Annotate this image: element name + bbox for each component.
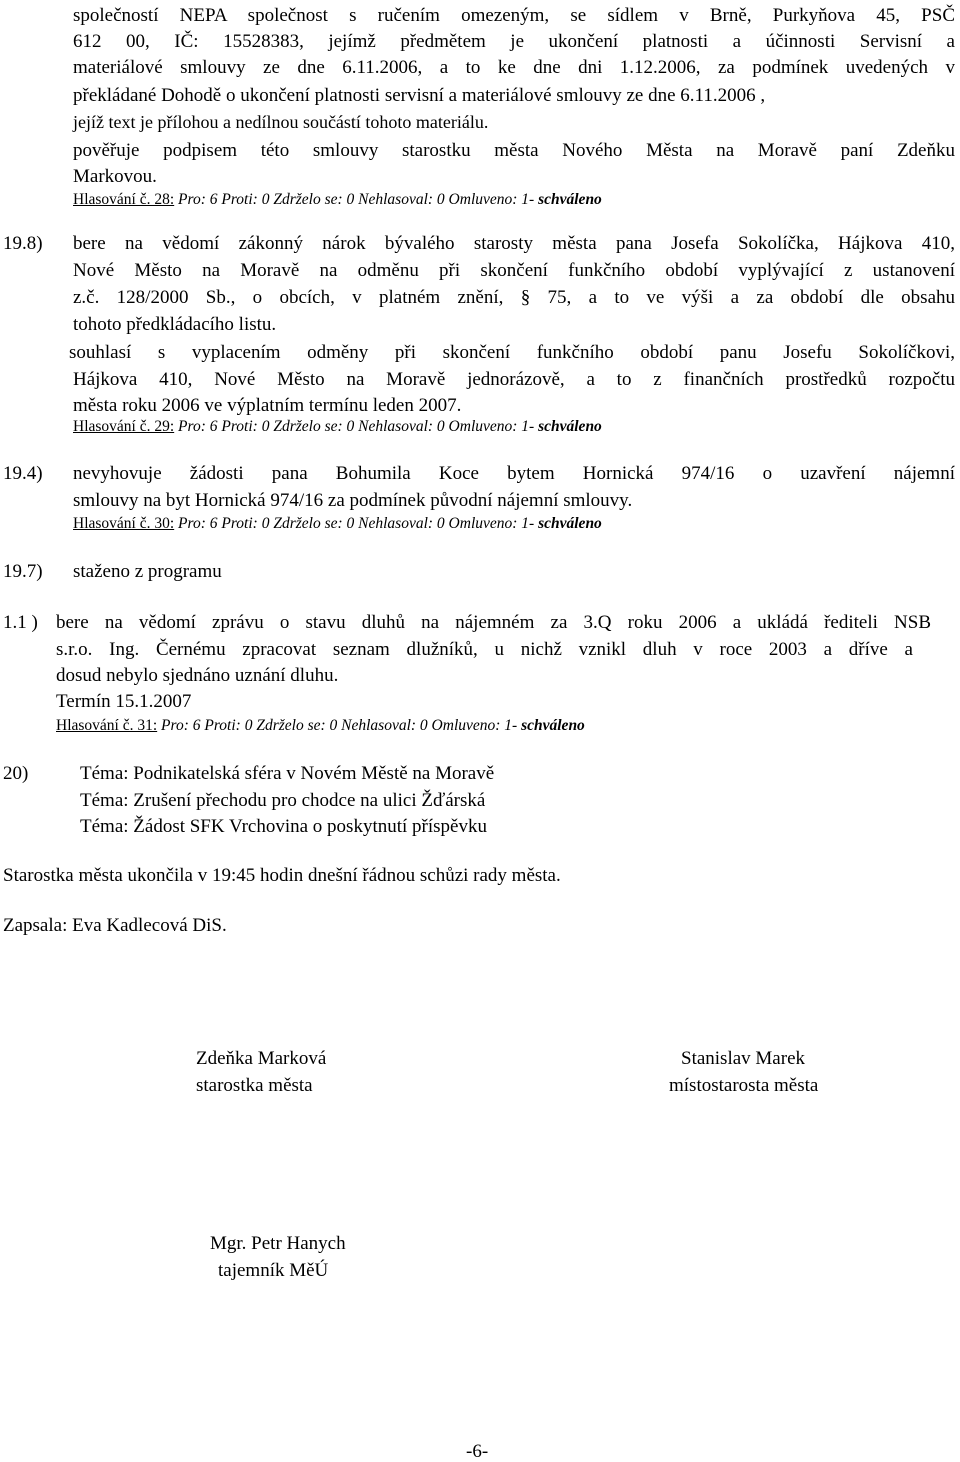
topic-line: Téma: Žádost SFK Vrchovina o poskytnutí příspěvku <box>80 816 487 837</box>
text-line: souhlasí s vyplacením odměny při skončení funkčního období panu Josefu Sokolíčkovi, <box>69 342 955 363</box>
closing-statement: Starostka města ukončila v 19:45 hodin dnešní řádnou schůzi rady města. <box>3 865 561 886</box>
vote-record-30 <box>73 516 602 532</box>
text-line: Hájkova 410, Nové Město na Moravě jednorázově, a to z finančních prostředků rozpočtu <box>73 369 955 390</box>
vote-record-28 <box>73 192 602 208</box>
recorder: Zapsala: Eva Kadlecová DiS. <box>3 915 227 936</box>
text-line: pověřuje podpisem této smlouvy starostku města Nového Města na Moravě paní Zdeňku <box>73 140 955 161</box>
item-number: 20) <box>3 763 29 784</box>
text-line: překládané Dohodě o ukončení platnosti servisní a materiálové smlouvy ze dne 6.11.2006 , <box>73 85 766 106</box>
text-line: Markovou. <box>73 166 157 187</box>
deputy-role: místostarosta města <box>669 1075 819 1096</box>
text-line: dosud nebylo sjednáno uznání dluhu. <box>56 665 339 686</box>
vote-label: Hlasování č. 28: <box>73 191 175 208</box>
vote-counts: Pro: 6 Proti: 0 Zdrželo se: 0 Nehlasoval: 0 Omluveno: 1- <box>174 418 535 435</box>
text-line: tohoto předkládacího listu. <box>73 314 277 335</box>
text-line: s.r.o. Ing. Černému zpracovat seznam dlužníků, u nichž vznikl dluh v roce 2003 a dříve a <box>56 639 913 660</box>
vote-label: Hlasování č. 31: <box>56 717 158 734</box>
vote-counts: Pro: 6 Proti: 0 Zdrželo se: 0 Nehlasoval: 0 Omluveno: 1- <box>174 191 535 208</box>
vote-result: schváleno <box>517 717 585 734</box>
deadline: Termín 15.1.2007 <box>56 691 192 712</box>
text-line: bere na vědomí zákonný nárok bývalého starosty města pana Josefa Sokolíčka, Hájkova 410, <box>73 233 955 254</box>
vote-counts: Pro: 6 Proti: 0 Zdrželo se: 0 Nehlasoval: 0 Omluveno: 1- <box>174 515 535 532</box>
vote-record-29 <box>73 419 602 435</box>
text-line: Nové Město na Moravě na odměnu při skončení funkčního období vyplývající z ustanovení <box>73 260 955 281</box>
item-number: 19.4) <box>3 463 43 484</box>
text-line: jejíž text je přílohou a nedílnou součástí tohoto materiálu. <box>73 112 489 132</box>
text-line: materiálové smlouvy ze dne 6.11.2006, a to ke dne dni 1.12.2006, za podmínek uvedených v <box>73 57 955 78</box>
vote-label: Hlasování č. 30: <box>73 515 175 532</box>
topic-line: Téma: Podnikatelská sféra v Novém Městě na Moravě <box>80 763 495 784</box>
vote-counts: Pro: 6 Proti: 0 Zdrželo se: 0 Nehlasoval: 0 Omluveno: 1- <box>157 717 518 734</box>
text-line: společností NEPA společnost s ručením omezeným, se sídlem v Brně, Purkyňova 45, PSČ <box>73 5 955 26</box>
mayor-role: starostka města <box>196 1075 313 1096</box>
mayor-name: Zdeňka Marková <box>196 1048 327 1069</box>
deputy-name: Stanislav Marek <box>681 1048 806 1069</box>
text-line: města roku 2006 ve výplatním termínu leden 2007. <box>73 395 462 416</box>
page-number: -6- <box>466 1441 489 1462</box>
vote-result: schváleno <box>534 515 602 532</box>
text-line: smlouvy na byt Hornická 974/16 za podmínek původní nájemní smlouvy. <box>73 490 633 511</box>
item-number: 19.7) <box>3 561 43 582</box>
item-number: 19.8) <box>3 233 43 254</box>
secretary-role: tajemník MěÚ <box>218 1260 329 1281</box>
topic-line: Téma: Zrušení přechodu pro chodce na ulici Žďárská <box>80 790 486 811</box>
vote-record-31 <box>56 718 585 734</box>
secretary-name: Mgr. Petr Hanych <box>210 1233 346 1254</box>
text-line: staženo z programu <box>73 561 222 582</box>
text-line: z.č. 128/2000 Sb., o obcích, v platném znění, § 75, a to ve výši a za období dle obsahu <box>73 287 955 308</box>
item-number: 1.1 ) <box>3 612 38 633</box>
vote-result: schváleno <box>534 191 602 208</box>
vote-result: schváleno <box>534 418 602 435</box>
text-line: nevyhovuje žádosti pana Bohumila Koce bytem Hornická 974/16 o uzavření nájemní <box>73 463 955 484</box>
vote-label: Hlasování č. 29: <box>73 418 175 435</box>
text-line: bere na vědomí zprávu o stavu dluhů na nájemném za 3.Q roku 2006 a ukládá řediteli NSB <box>56 612 931 633</box>
text-line: 612 00, IČ: 15528383, jejímž předmětem je ukončení platnosti a účinnosti Servisní a <box>73 31 955 52</box>
